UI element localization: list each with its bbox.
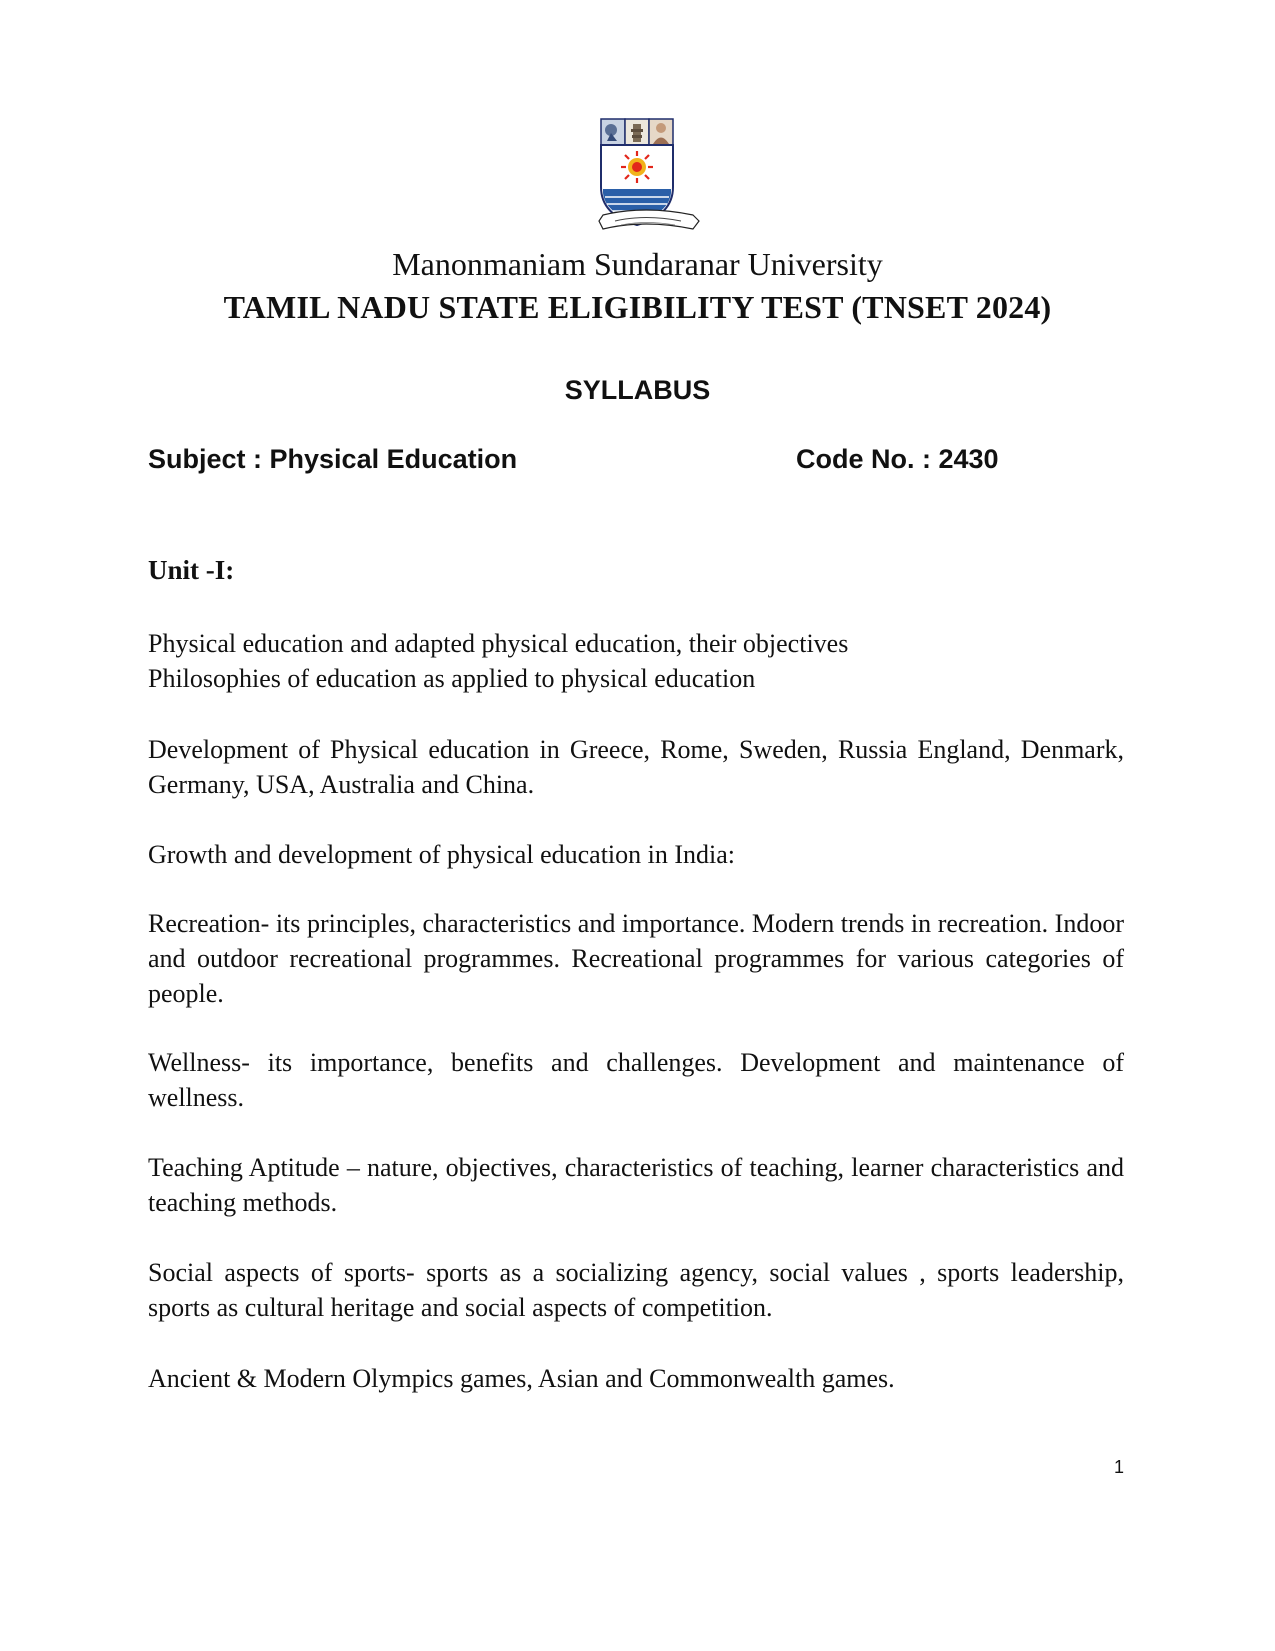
paragraph-line: Philosophies of education as applied to physical education	[148, 664, 756, 693]
section-title: SYLLABUS	[564, 375, 711, 405]
paragraph-development: Development of Physical education in Greece, Rome, Sweden, Russia England, Denmark, Germany, USA, Australia and China.	[148, 735, 1124, 799]
paragraph-olympics: Ancient & Modern Olympics games, Asian and Commonwealth games.	[148, 1364, 895, 1393]
code-number: Code No. : 2430	[796, 444, 999, 474]
paragraph-social-aspects: Social aspects of sports- sports as a socializing agency, social values , sports leadership, sports as cultural heritage and social aspects of competition.	[148, 1258, 1124, 1322]
subject-label: Subject : Physical Education	[148, 444, 518, 474]
paragraph-teaching-aptitude: Teaching Aptitude – nature, objectives, characteristics of teaching, learner characteristics and teaching methods.	[148, 1153, 1124, 1217]
paragraph-line: Physical education and adapted physical education, their objectives	[148, 629, 849, 658]
paragraph-recreation: Recreation- its principles, characteristics and importance. Modern trends in recreation. Indoor and outdoor recreational programmes. Recreational programmes for various categories of people.	[148, 909, 1124, 1008]
paragraph-growth-india: Growth and development of physical education in India:	[148, 840, 736, 869]
unit-heading: Unit -I:	[148, 555, 235, 585]
university-name: Manonmaniam Sundaranar University	[392, 246, 883, 282]
exam-title: TAMIL NADU STATE ELIGIBILITY TEST (TNSET 2024)	[223, 289, 1052, 325]
university-emblem-icon	[595, 117, 705, 237]
page-number: 1	[1113, 1457, 1124, 1477]
paragraph-wellness: Wellness- its importance, benefits and challenges. Development and maintenance of wellness.	[148, 1048, 1124, 1112]
paragraph-objectives	[148, 626, 1124, 696]
